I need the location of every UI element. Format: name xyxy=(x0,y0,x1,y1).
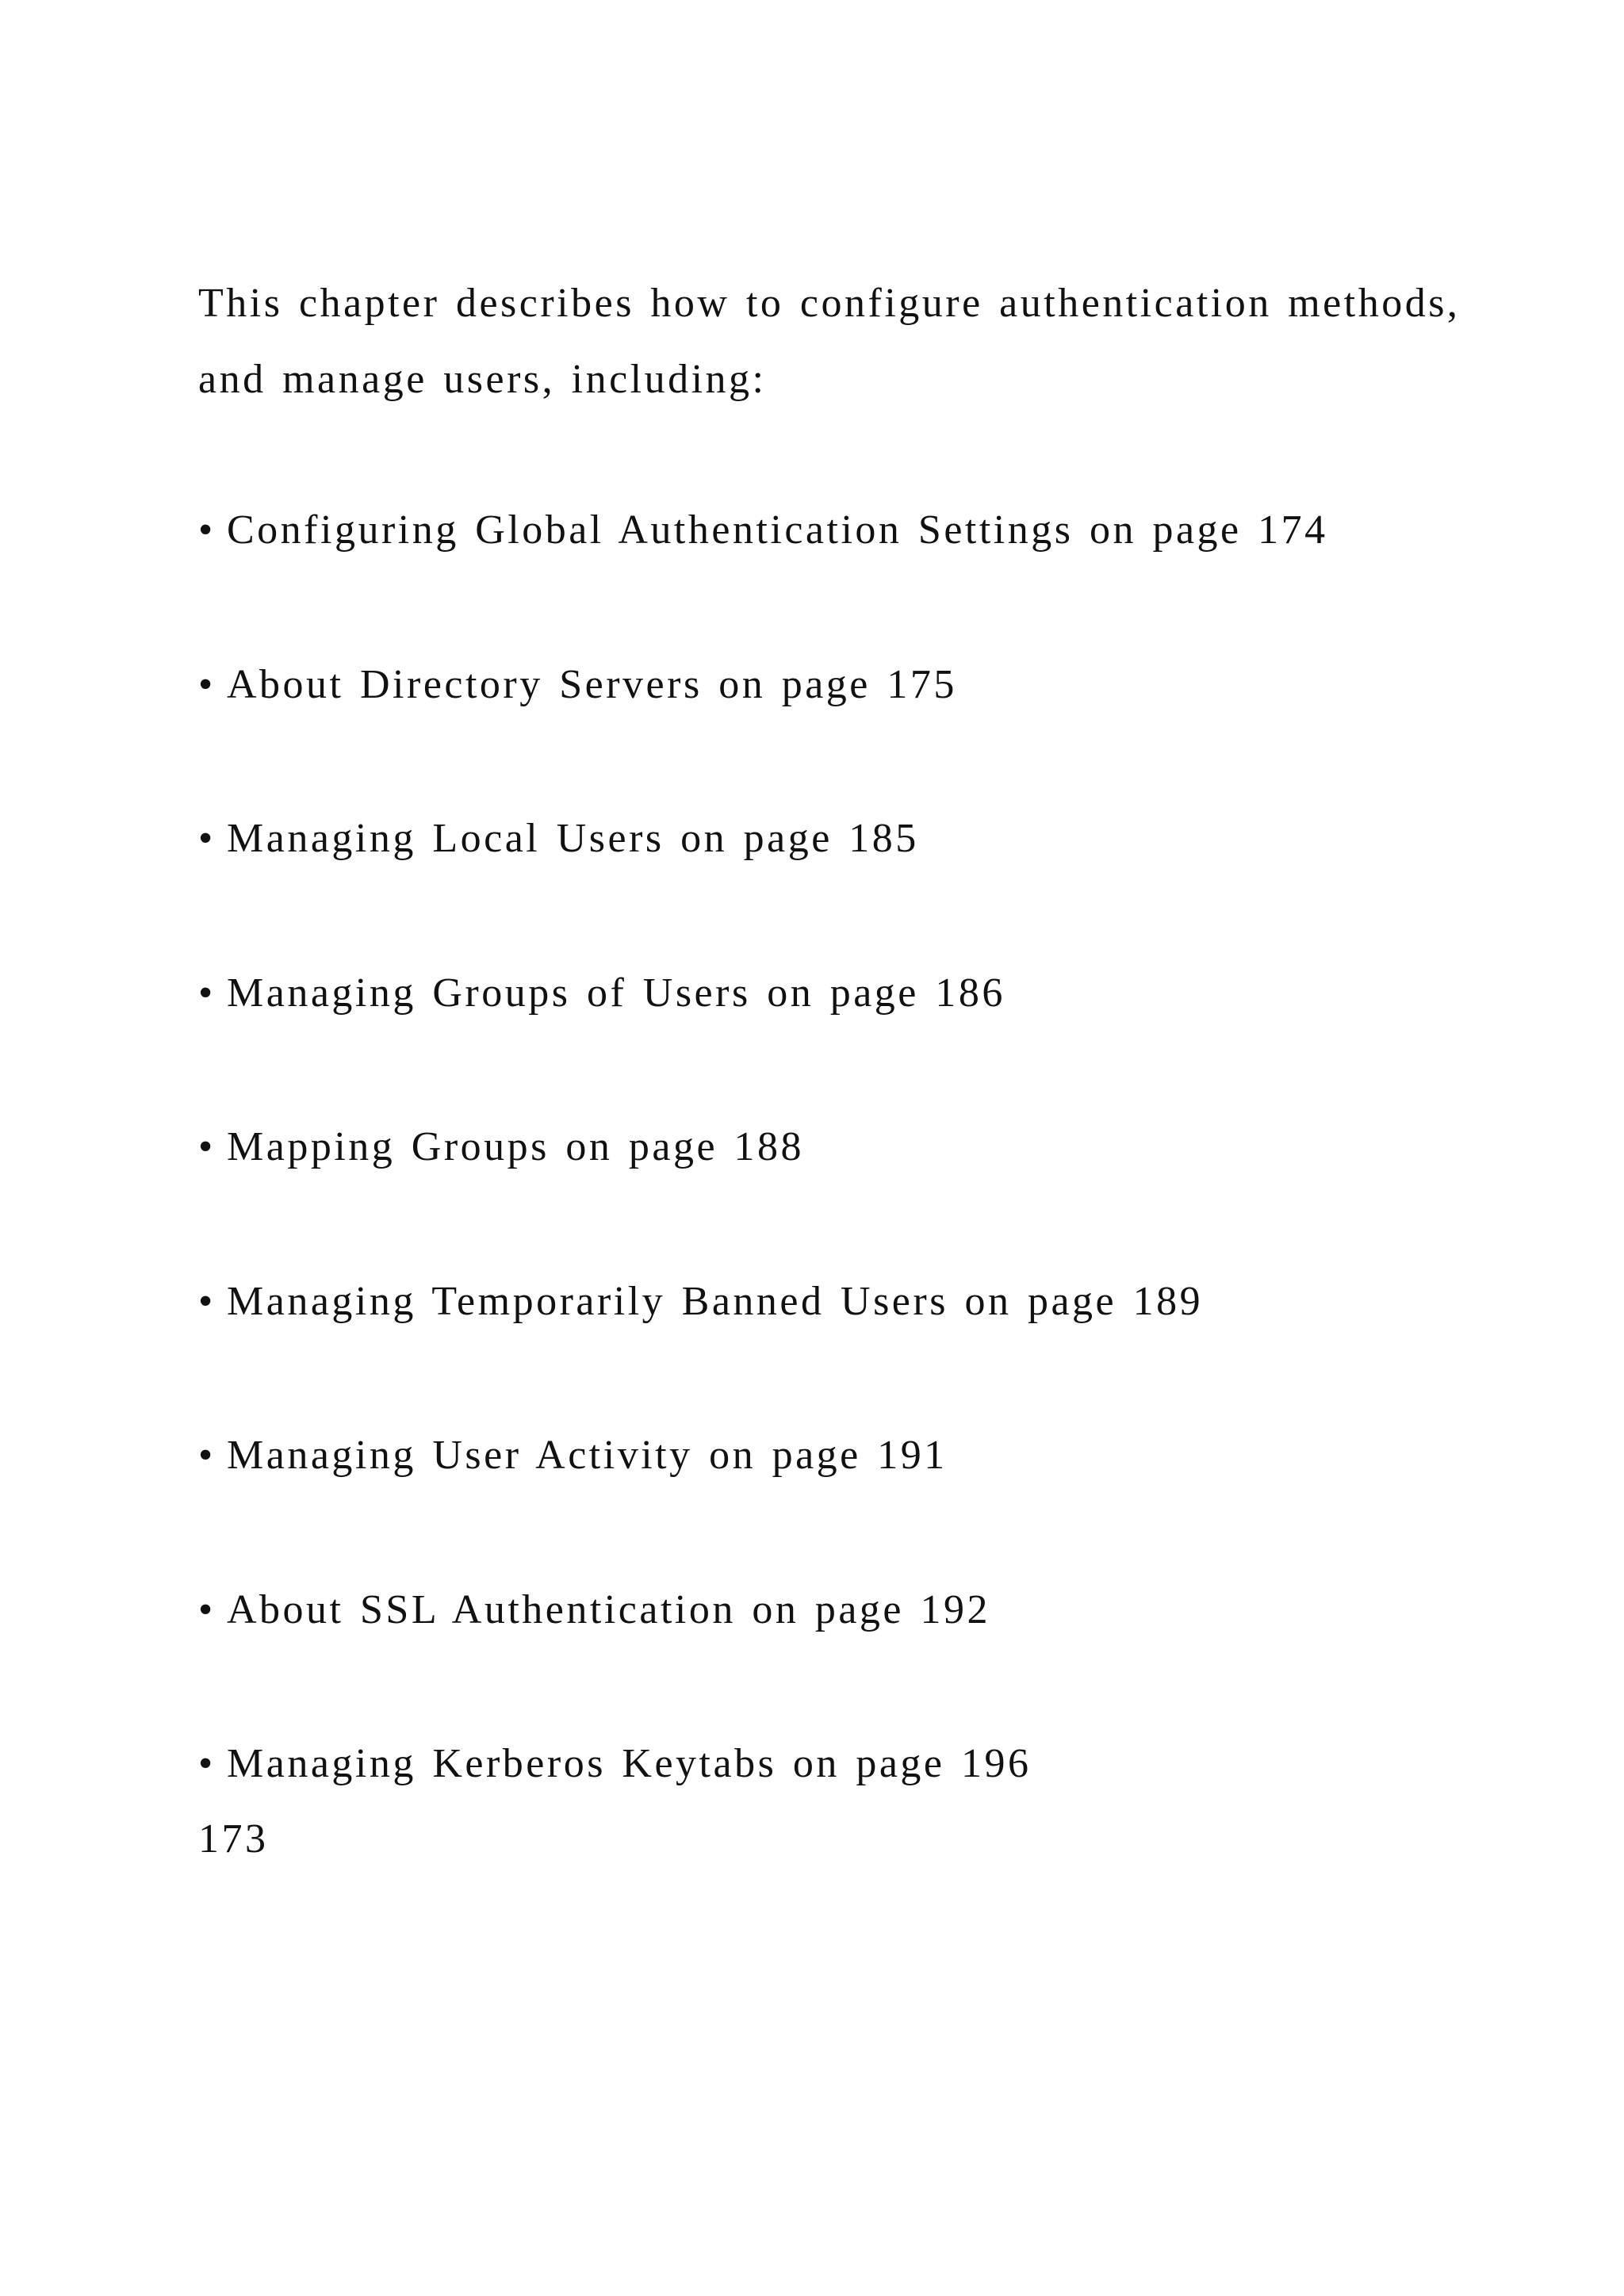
bullet-icon: • xyxy=(198,1741,216,1786)
topic-label: About SSL Authentication on page 192 xyxy=(227,1586,990,1632)
bullet-icon: • xyxy=(198,507,216,553)
topic-label: Managing Local Users on page 185 xyxy=(227,816,919,861)
bullet-icon: • xyxy=(198,816,216,861)
topic-label: About Directory Servers on page 175 xyxy=(227,661,957,707)
topic-label: Managing Temporarily Banned Users on page 189 xyxy=(227,1278,1204,1324)
page-number: 173 xyxy=(198,1816,269,1862)
topic-label: Mapping Groups on page 188 xyxy=(227,1124,805,1169)
topic-item-user-activity xyxy=(198,1424,1328,1578)
topic-item-local-users xyxy=(198,807,1328,962)
topic-item-directory-servers xyxy=(198,653,1328,808)
topic-item-groups-of-users xyxy=(198,962,1328,1116)
topic-item-kerberos-keytabs xyxy=(198,1732,1328,1796)
intro-line-2: and manage users, including: xyxy=(198,357,767,402)
bullet-icon: • xyxy=(198,1586,216,1632)
intro-paragraph xyxy=(198,266,1546,418)
topic-list xyxy=(198,499,1328,1796)
topic-label: Managing Groups of Users on page 186 xyxy=(227,970,1005,1016)
topic-label: Configuring Global Authentication Settings on page 174 xyxy=(227,507,1328,553)
bullet-icon: • xyxy=(198,970,216,1016)
bullet-icon: • xyxy=(198,1278,216,1324)
topic-label: Managing Kerberos Keytabs on page 196 xyxy=(227,1741,1032,1786)
bullet-icon: • xyxy=(198,1124,216,1169)
topic-item-ssl-authentication xyxy=(198,1578,1328,1733)
topic-item-global-authentication xyxy=(198,499,1328,653)
topic-label: Managing User Activity on page 191 xyxy=(227,1433,948,1478)
intro-line-1: This chapter describes how to configure authentication methods, xyxy=(198,281,1461,326)
topic-item-temporarily-banned-users xyxy=(198,1270,1328,1425)
bullet-icon: • xyxy=(198,1433,216,1478)
bullet-icon: • xyxy=(198,661,216,707)
topic-item-mapping-groups xyxy=(198,1115,1328,1270)
